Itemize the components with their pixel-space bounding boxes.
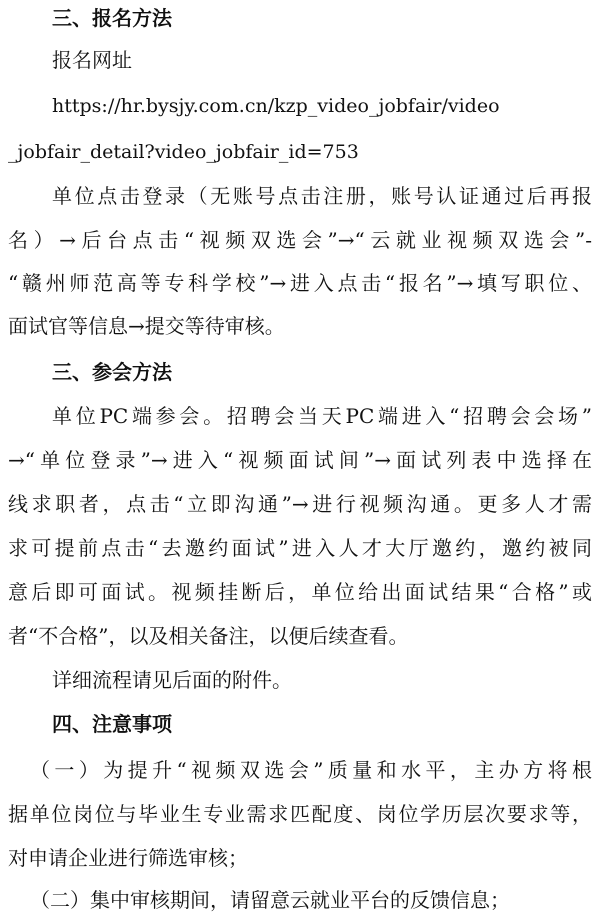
notes-line-4: （二）集中审核期间，请留意云就业平台的反馈信息； bbox=[30, 888, 510, 912]
registration-steps-line-2: 名）→后台点击“视频双选会”→“云就业视频双选会”- bbox=[8, 228, 592, 252]
participation-line-5: 意后即可面试。视频挂断后，单位给出面试结果“合格”或 bbox=[8, 580, 592, 604]
registration-url-line-1[interactable]: https://hr.bysjy.com.cn/kzp_video_jobfair/video bbox=[52, 95, 500, 117]
notes-line-3: 对申请企业进行筛选审核； bbox=[8, 846, 248, 870]
section-heading-participation: 三、参会方法 bbox=[52, 360, 172, 384]
participation-line-2: →“单位登录”→进入“视频面试间”→面试列表中选择在 bbox=[8, 448, 592, 472]
notes-line-1: （一）为提升“视频双选会”质量和水平，主办方将根 bbox=[30, 758, 592, 782]
registration-url-label: 报名网址 bbox=[52, 48, 132, 72]
participation-attachment-note: 详细流程请见后面的附件。 bbox=[52, 668, 292, 692]
participation-line-4: 求可提前点击“去邀约面试”进入人才大厅邀约，邀约被同 bbox=[8, 536, 592, 560]
participation-line-6: 者“不合格”，以及相关备注，以便后续查看。 bbox=[8, 624, 409, 648]
participation-line-1: 单位PC端参会。招聘会当天PC端进入“招聘会会场” bbox=[52, 404, 592, 428]
registration-steps-line-4: 面试官等信息→提交等待审核。 bbox=[8, 314, 285, 338]
registration-steps-line-3: “赣州师范高等专科学校”→进入点击“报名”→填写职位、 bbox=[8, 271, 592, 295]
section-heading-notes: 四、注意事项 bbox=[52, 712, 172, 736]
registration-url-line-2[interactable]: _jobfair_detail?video_jobfair_id=753 bbox=[8, 141, 359, 163]
section-heading-registration: 三、报名方法 bbox=[52, 6, 172, 30]
participation-line-3: 线求职者，点击“立即沟通”→进行视频沟通。更多人才需 bbox=[8, 492, 592, 516]
notes-line-2: 据单位岗位与毕业生专业需求匹配度、岗位学历层次要求等， bbox=[8, 802, 592, 826]
registration-steps-line-1: 单位点击登录（无账号点击注册，账号认证通过后再报 bbox=[52, 184, 592, 208]
